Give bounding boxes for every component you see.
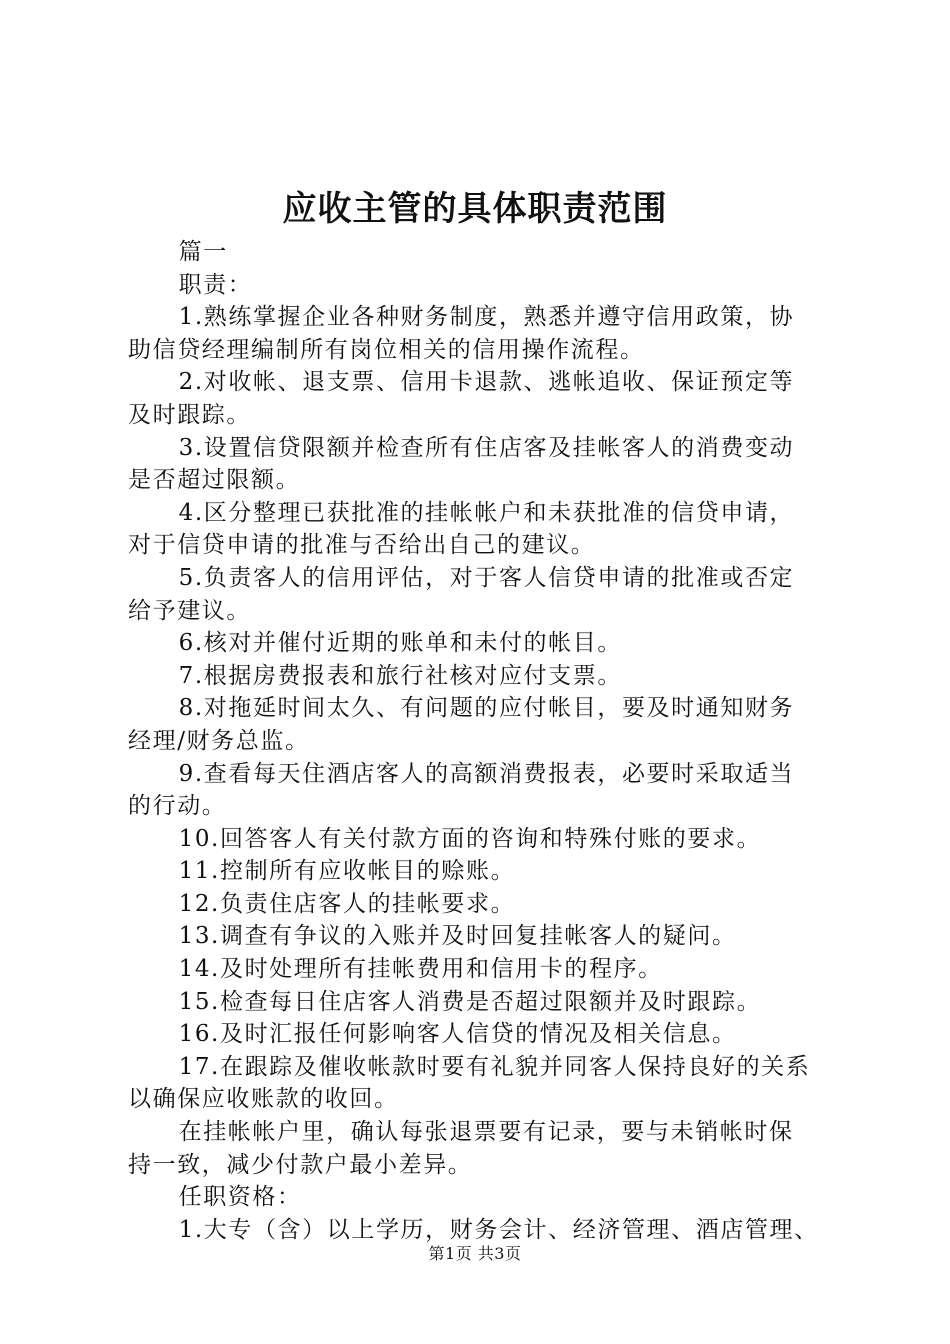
paragraph [128,269,838,302]
text-line: 2.对收帐、退支票、信用卡退款、逃帐追收、保证预定等 [178,369,795,396]
paragraph [128,627,838,660]
text-line: 6.核对并催付近期的账单和未付的帐目。 [178,630,622,657]
paragraph [128,888,838,921]
text-line: 职责： [178,271,253,298]
paragraph [128,366,838,431]
text-line: 任职资格： [178,1184,302,1211]
text-line: 8.对拖延时间太久、有问题的应付帐目，要及时通知财务 [178,695,795,722]
text-line: 16.及时汇报任何影响客人信贷的情况及相关信息。 [178,1021,737,1048]
text-line: 15.检查每日住店客人消费是否超过限额并及时跟踪。 [178,988,762,1015]
text-line: 17.在跟踪及催收帐款时要有礼貌并同客人保持良好的关系 [178,1053,811,1080]
text-line: 10.回答客人有关付款方面的咨询和特殊付账的要求。 [178,825,762,852]
paragraph [128,855,838,888]
text-line: 9.查看每天住酒店客人的高额消费报表，必要时采取适当 [178,760,795,787]
paragraph [128,692,838,757]
text-line: 1.熟练掌握企业各种财务制度，熟悉并遵守信用政策，协 [178,304,795,331]
paragraph [128,660,838,693]
text-line: 3.设置信贷限额并检查所有住店客及挂帐客人的消费变动 [178,434,795,461]
text-line: 1.大专（含）以上学历，财务会计、经济管理、酒店管理、 [178,1216,819,1243]
paragraph [128,236,838,269]
paragraph [128,1181,838,1214]
text-line: 持一致，减少付款户最小差异。 [128,1151,473,1178]
text-line: 12.负责住店客人的挂帐要求。 [178,890,516,917]
document-title: 应收主管的具体职责范围 [282,189,668,229]
paragraph [128,1051,838,1116]
paragraph [128,497,838,562]
text-line: 给予建议。 [128,597,251,624]
text-line: 以确保应收账款的收回。 [128,1086,399,1113]
paragraph [128,986,838,1019]
text-line: 助信贷经理编制所有岗位相关的信用操作流程。 [128,336,645,363]
paragraph [128,562,838,627]
text-line: 4.区分整理已获批准的挂帐帐户和未获批准的信贷申请， [178,499,795,526]
paragraph [128,1116,838,1181]
text-line: 对于信贷申请的批准与否给出自己的建议。 [128,532,596,559]
text-line: 及时跟踪。 [128,401,251,428]
page-footer: 第1页 共3页 [428,1244,522,1263]
text-line: 是否超过限额。 [128,467,301,494]
paragraph [128,920,838,953]
text-line: 11.控制所有应收帐目的赊账。 [178,858,516,885]
document-body [128,236,838,1246]
paragraph [128,432,838,497]
text-line: 7.根据房费报表和旅行社核对应付支票。 [178,662,622,689]
text-line: 篇一 [178,239,228,265]
paragraph [128,953,838,986]
text-line: 5.负责客人的信用评估，对于客人信贷申请的批准或否定 [178,564,795,591]
text-line: 在挂帐帐户里，确认每张退票要有记录，要与未销帐时保 [178,1119,794,1146]
paragraph [128,823,838,856]
text-line: 14.及时处理所有挂帐费用和信用卡的程序。 [178,956,663,983]
text-line: 的行动。 [128,793,227,820]
paragraph [128,1018,838,1051]
text-line: 经理/财务总监。 [128,727,310,754]
paragraph [128,758,838,823]
text-line: 13.调查有争议的入账并及时回复挂帐客人的疑问。 [178,923,737,950]
paragraph [128,301,838,366]
